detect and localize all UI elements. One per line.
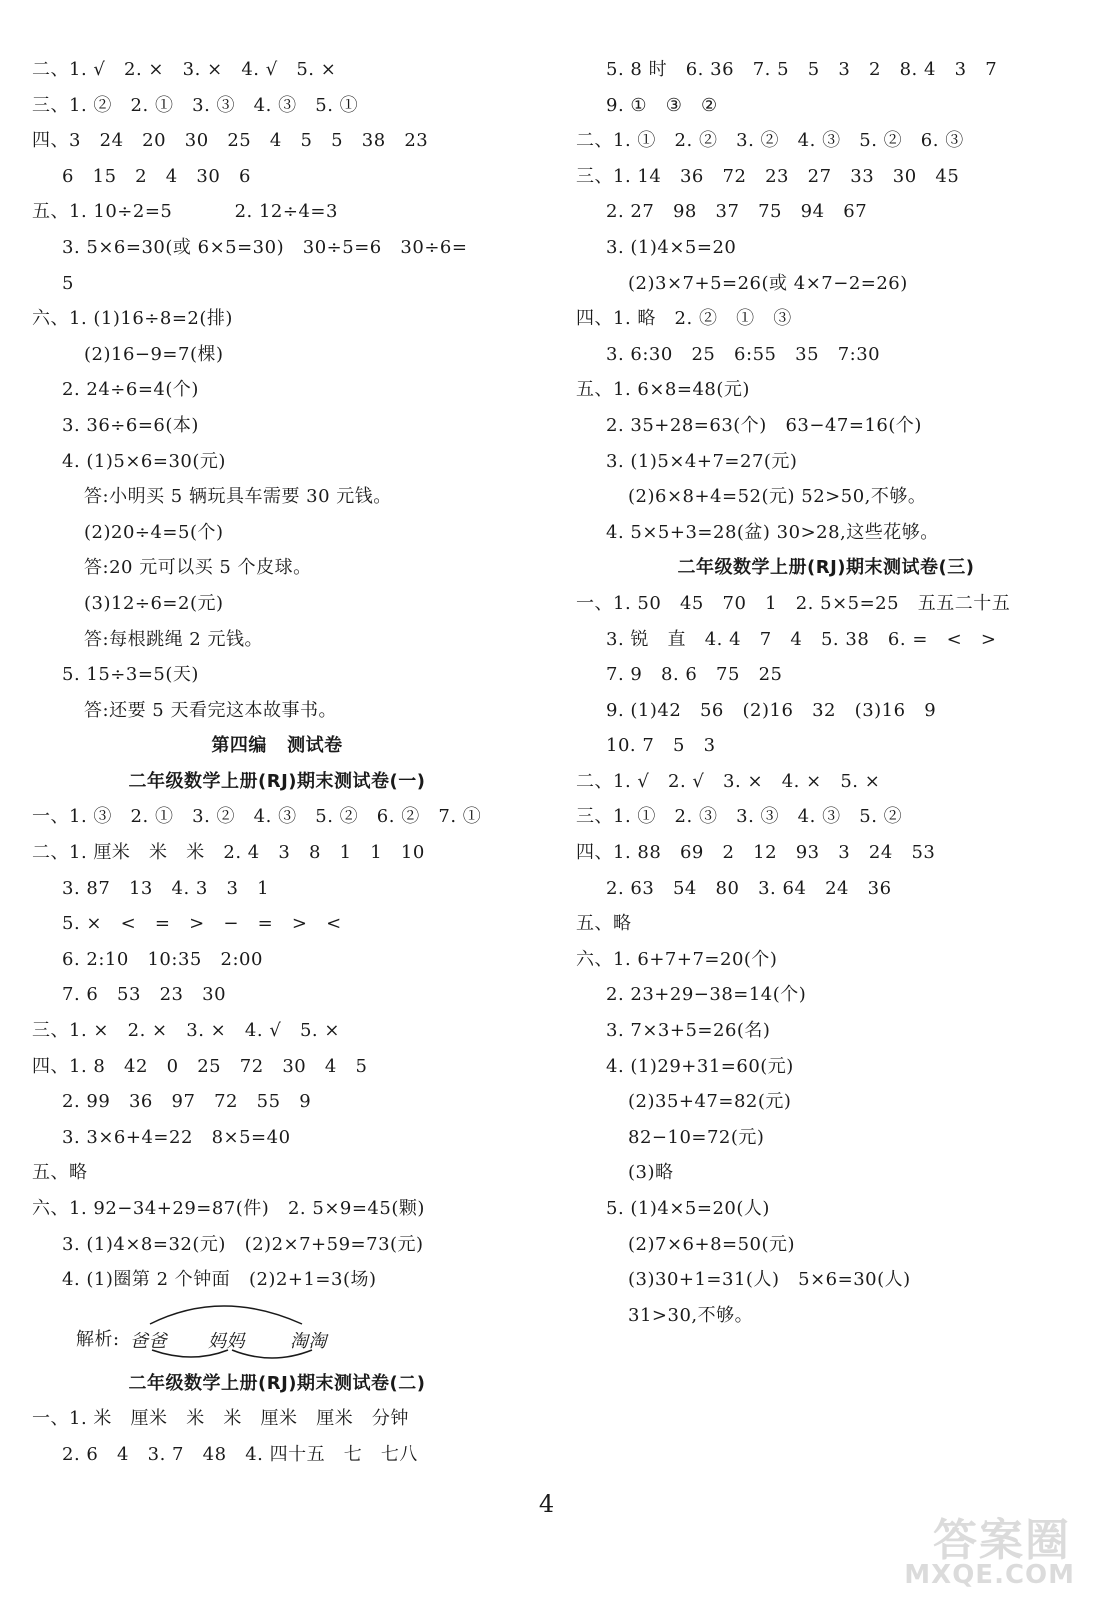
answer-line: 3. 锐 直 4. 4 7 4 5. 38 6. = < >: [606, 628, 997, 650]
answer-line: 3. (1)5×4+7=27(元): [606, 450, 798, 472]
answer-line: (2)7×6+8=50(元): [628, 1233, 796, 1255]
answer-line: 二、1. ① 2. ② 3. ② 4. ③ 5. ② 6. ③: [576, 130, 964, 152]
answer-line: 5. × < = > − = > <: [62, 913, 342, 935]
diagram-arcs: [32, 1298, 392, 1366]
section-heading: 二年级数学上册(RJ)期末测试卷(一): [128, 770, 426, 792]
answer-line: 4. (1)5×6=30(元): [62, 450, 226, 472]
answer-line: 82−10=72(元): [628, 1126, 765, 1148]
answer-line: 答:每根跳绳 2 元钱。: [84, 628, 263, 650]
answer-line: 2. 24÷6=4(个): [62, 379, 199, 401]
answer-line: 三、1. ② 2. ① 3. ③ 4. ③ 5. ①: [32, 94, 359, 116]
answer-line: (2)35+47=82(元): [628, 1091, 792, 1113]
answer-line: 9. (1)42 56 (2)16 32 (3)16 9: [606, 699, 937, 721]
answer-line: 四、3 24 20 30 25 4 5 5 38 23: [32, 130, 429, 152]
answer-line: 4. 5×5+3=28(盆) 30>28,这些花够。: [606, 521, 939, 543]
answer-line: 五、略: [576, 913, 632, 935]
answer-line: 5. (1)4×5=20(人): [606, 1198, 770, 1219]
watermark-url-text: MXQE.COM: [904, 1560, 1075, 1590]
answer-line: 四、1. 8 42 0 25 72 30 4 5: [32, 1055, 368, 1077]
right-answer-column: [576, 52, 1076, 1333]
answer-line: 三、1. 14 36 72 23 27 33 30 45: [576, 165, 960, 187]
answer-line: 二、1. 厘米 米 米 2. 4 3 8 1 1 10: [32, 842, 425, 864]
answer-line: 五、1. 6×8=48(元): [576, 379, 750, 401]
answer-line: 3. 3×6+4=22 8×5=40: [62, 1126, 291, 1148]
answer-line: (3)12÷6=2(元): [84, 592, 224, 614]
answer-line: 六、1. (1)16÷8=2(排): [32, 308, 233, 330]
answer-line: 3. 87 13 4. 3 3 1: [62, 877, 270, 899]
answer-line: 4. (1)圈第 2 个钟面 (2)2+1=3(场): [62, 1269, 377, 1291]
answer-line: 4. (1)29+31=60(元): [606, 1055, 794, 1077]
answer-line: 2. 63 54 80 3. 64 24 36: [606, 877, 892, 899]
answer-line: 5. 8 时 6. 36 7. 5 5 3 2 8. 4 3 7: [606, 59, 998, 80]
answer-line: 3. 5×6=30(或 6×5=30) 30÷5=6 30÷6=: [62, 236, 468, 258]
answer-line: 三、1. × 2. × 3. × 4. √ 5. ×: [32, 1020, 340, 1042]
answer-line: 9. ① ③ ②: [606, 94, 718, 116]
section-heading: 二年级数学上册(RJ)期末测试卷(三): [677, 557, 975, 579]
answer-line: (2)6×8+4=52(元) 52>50,不够。: [628, 486, 927, 508]
answer-line: 四、1. 略 2. ② ① ③: [576, 308, 792, 330]
answer-line: 二、1. √ 2. × 3. × 4. √ 5. ×: [32, 59, 337, 80]
answer-line: 二、1. √ 2. √ 3. × 4. × 5. ×: [576, 770, 881, 792]
relation-diagram: [32, 1298, 522, 1366]
answer-line: 3. 36÷6=6(本): [62, 414, 199, 436]
answer-line: 5. 15÷3=5(天): [62, 664, 199, 686]
answer-line: 六、1. 92−34+29=87(件) 2. 5×9=45(颗): [32, 1198, 425, 1219]
diagram-arc: [152, 1350, 228, 1357]
answer-line: 3. 7×3+5=26(名): [606, 1020, 771, 1042]
answer-line: (2)3×7+5=26(或 4×7−2=26): [628, 272, 908, 294]
page-number: 4: [538, 1490, 555, 1518]
diagram-arc: [232, 1350, 312, 1358]
answer-line: 三、1. ① 2. ③ 3. ③ 4. ③ 5. ②: [576, 806, 903, 828]
left-answer-column: [32, 52, 522, 1473]
diagram-name: 淘淘: [290, 1330, 327, 1352]
answer-line: 3. (1)4×5=20: [606, 236, 737, 258]
section-heading: 二年级数学上册(RJ)期末测试卷(二): [128, 1372, 426, 1394]
diagram-label: 解析:: [76, 1328, 120, 1350]
answer-line: 31>30,不够。: [628, 1304, 754, 1326]
answer-line: 六、1. 6+7+7=20(个): [576, 948, 778, 970]
answer-line: 2. 27 98 37 75 94 67: [606, 201, 868, 223]
answer-line: 7. 6 53 23 30: [62, 984, 227, 1006]
answer-line: 答:20 元可以买 5 个皮球。: [84, 557, 312, 579]
answer-line: 5: [62, 272, 74, 294]
answer-line: 五、1. 10÷2=5 2. 12÷4=3: [32, 201, 338, 223]
diagram-name: 妈妈: [208, 1330, 245, 1352]
diagram-arc: [150, 1306, 302, 1324]
answer-line: 答:小明买 5 辆玩具车需要 30 元钱。: [84, 486, 392, 508]
answer-line: 6 15 2 4 30 6: [62, 165, 251, 187]
answer-line: (3)30+1=31(人) 5×6=30(人): [628, 1269, 911, 1291]
diagram-name: 爸爸: [130, 1330, 167, 1352]
answer-line: 7. 9 8. 6 75 25: [606, 664, 783, 686]
answer-line: 3. (1)4×8=32(元) (2)2×7+59=73(元): [62, 1233, 424, 1255]
answer-line: 2. 35+28=63(个) 63−47=16(个): [606, 414, 922, 436]
answer-line: 6. 2:10 10:35 2:00: [62, 948, 263, 970]
answer-line: (2)16−9=7(棵): [84, 343, 224, 365]
answer-line: 2. 99 36 97 72 55 9: [62, 1091, 312, 1113]
section-heading: 第四编 测试卷: [211, 735, 343, 757]
answer-line: 一、1. 50 45 70 1 2. 5×5=25 五五二十五: [576, 592, 1011, 614]
answer-line: 五、略: [32, 1162, 88, 1184]
answer-line: 10. 7 5 3: [606, 735, 716, 757]
answer-line: 3. 6:30 25 6:55 35 7:30: [606, 343, 881, 365]
answer-line: (3)略: [628, 1162, 674, 1184]
answer-line: 四、1. 88 69 2 12 93 3 24 53: [576, 842, 936, 864]
answer-line: 2. 6 4 3. 7 48 4. 四十五 七 七八: [62, 1443, 418, 1465]
answer-line: 一、1. ③ 2. ① 3. ② 4. ③ 5. ② 6. ② 7. ①: [32, 806, 482, 828]
answer-line: 一、1. 米 厘米 米 米 厘米 厘米 分钟: [32, 1408, 409, 1430]
watermark-logo: [879, 1504, 1079, 1592]
answer-line: (2)20÷4=5(个): [84, 521, 224, 543]
answer-line: 答:还要 5 天看完这本故事书。: [84, 699, 337, 721]
watermark-brand-text: 答案圈: [933, 1515, 1071, 1566]
answer-line: 2. 23+29−38=14(个): [606, 984, 807, 1006]
